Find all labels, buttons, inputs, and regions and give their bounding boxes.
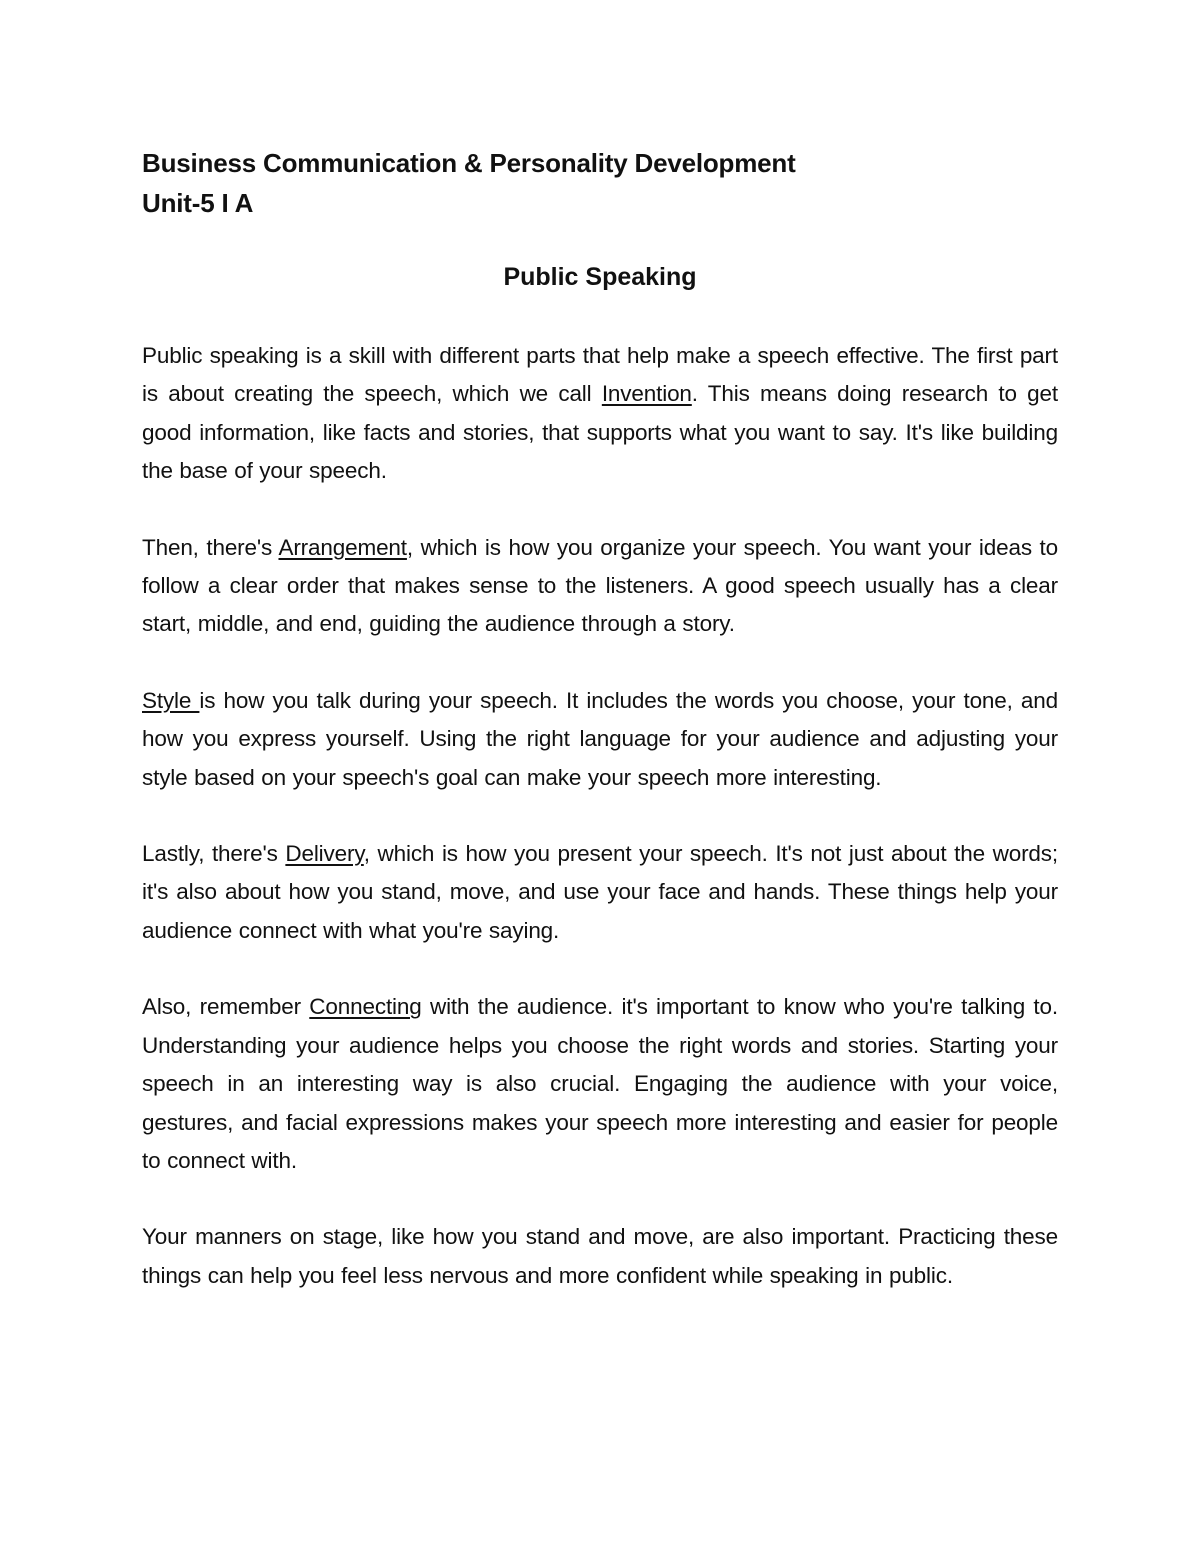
term-connecting: Connecting <box>309 994 422 1020</box>
paragraph-manners <box>142 1218 1058 1295</box>
term-invention: Invention <box>601 381 692 407</box>
paragraph-text: Lastly, there's <box>142 841 286 867</box>
paragraph-style <box>142 682 1058 797</box>
paragraph-text: Then, there's <box>142 534 279 560</box>
paragraph-text: is how you talk during your speech. It includes the words you choose, your tone, and how you express yourself. Using the right language for your audience and adjusting your style based on your speech's goal can make your speech more interesting. <box>142 687 1058 790</box>
paragraph-text: , which is how you organize your speech. You want your ideas to follow a clear order that makes sense to the listeners. A good speech usually has a clear start, middle, and end, guiding the audience through a story. <box>142 534 1059 637</box>
paragraph-text: Your manners on stage, like how you stand and move, are also important. Practicing these things can help you feel less nervous and more confident while speaking in public. <box>142 1224 1058 1288</box>
term-delivery: Delivery <box>285 841 364 867</box>
paragraph-text: Public speaking is a skill with different parts that help make a speech effective. The first part is about creating the speech, which we call <box>142 343 1058 407</box>
paragraph-text: , which is how you present your speech. It's not just about the words; it's also about how you stand, move, and use your face and hands. These things help your audience connect with what you're saying. <box>142 841 1058 943</box>
unit-label: Unit-5 I A <box>142 188 254 218</box>
paragraph-text: Also, remember <box>142 994 310 1020</box>
term-style: Style <box>142 687 200 713</box>
section-heading: Public Speaking <box>503 263 697 291</box>
term-arrangement: Arrangement <box>278 534 407 560</box>
paragraph-delivery <box>142 835 1058 950</box>
paragraph-arrangement <box>142 529 1058 644</box>
document-body <box>142 143 1058 1333</box>
paragraph-text: . This means doing research to get good information, like facts and stories, that supports what you want to say. It's like building the base of your speech. <box>142 381 1058 484</box>
paragraph-invention <box>142 337 1058 491</box>
paragraph-connecting <box>142 988 1058 1180</box>
document-title: Business Communication & Personality Development <box>142 148 796 178</box>
paragraph-text: with the audience. it's important to know who you're talking to. Understanding your audience helps you choose the right words and stories. Starting your speech in an interesting way is also crucial. Engaging the audience with your voice, gestures, and facial expressions makes your speech more interesting and easier for people to connect with. <box>142 994 1058 1173</box>
